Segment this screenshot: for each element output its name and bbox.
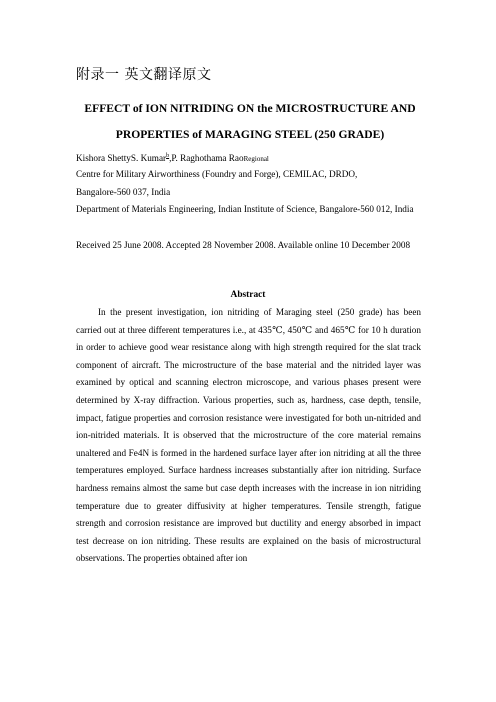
abstract-heading: Abstract xyxy=(230,290,266,300)
appendix-heading: 附录一 英文翻译原文 xyxy=(76,67,212,83)
paper-title xyxy=(60,96,440,148)
title-line-1: EFFECT of ION NITRIDING ON the MICROSTRUCTURE AND xyxy=(84,102,416,115)
abstract-body: In the present investigation, ion nitriding of Maraging steel (250 grade) has been carried out at three different temperatures i.e., at 435℃, 450℃ and 465℃ for 10 h duration in order to achieve good wear resistance along with high strength required for the slat track component of aircraft. The microstructure of the base material and the nitrided layer was examined by optical and scanning electron microscope, and various phases present were determined by X-ray diffraction. Various properties, such as, hardness, case depth, tensile, impact, fatigue properties and corrosion resistance were investigated for both un-nitrided and ion-nitrided materials. It is observed that the microstructure of the core material remains unaltered and Fe4N is formed in the hardened surface layer after ion nitriding at all the three temperatures employed. Surface hardness increases substantially after ion nitriding. Surface hardness remains almost the same but case depth increases with the increase in ion nitriding temperature due to greater diffusivity at higher temperatures. Tensile strength, fatigue strength and corrosion resistance are improved but ductility and energy absorbed in impact test decrease on ion nitriding. These results are explained on the basis of microstructural observations. The properties obtained after ion xyxy=(76,307,421,564)
authors: Kishora ShettyS. Kumar xyxy=(76,153,167,164)
authors-tail: Regional xyxy=(243,155,269,164)
authors-rest: ,P. Raghothama Rao xyxy=(169,153,244,164)
received-dates: Received 25 June 2008. Accepted 28 November 2008. Available online 10 December 2008 xyxy=(76,240,411,250)
title-line-2: PROPERTIES of MARAGING STEEL (250 GRADE) xyxy=(115,128,385,141)
affiliation-2: Department of Materials Engineering, Indian Institute of Science, Bangalore-560 012, India xyxy=(76,204,414,214)
author-superscript: b xyxy=(166,153,170,159)
affiliation-1-line-2: Bangalore-560 037, India xyxy=(76,187,171,197)
author-line xyxy=(76,150,269,165)
affiliation-1-line-1: Centre for Military Airworthiness (Foundry and Forge), CEMILAC, DRDO, xyxy=(76,169,358,179)
